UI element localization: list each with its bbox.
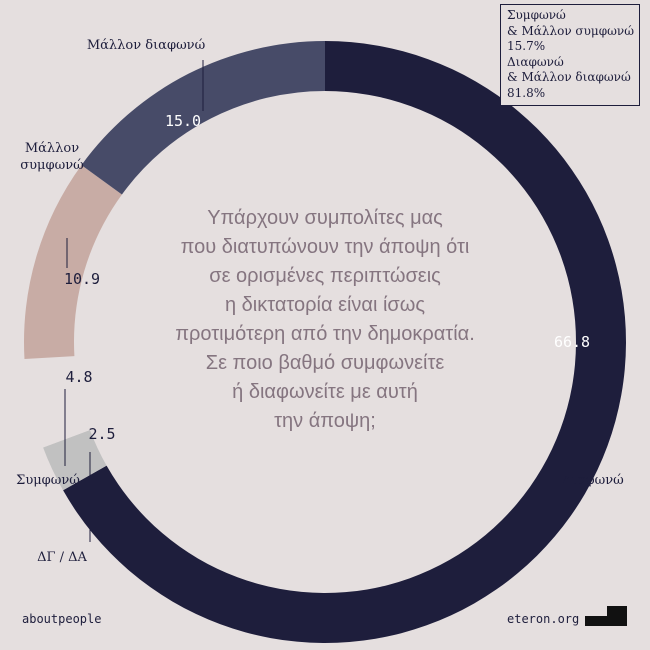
legend-value: 81.8% [507, 85, 546, 100]
question-line: προτιμότερη από την δημοκρατία. [175, 323, 475, 345]
data-label: 15.0 [164, 112, 202, 130]
data-label: 10.9 [63, 270, 101, 288]
legend-line: & Μάλλον διαφωνώ [507, 70, 631, 84]
footer-brand-left: aboutpeople [22, 612, 102, 626]
question-line: ή διαφωνείτε με αυτή [232, 381, 418, 403]
legend-line: & Μάλλον συμφωνώ [507, 23, 634, 38]
footer-brand-right: eteron.org [507, 612, 580, 626]
legend-value: 15.7% [507, 39, 546, 53]
category-label: Συμφωνώ [16, 473, 80, 488]
question-line: Υπάρχουν συμπολίτες μας [207, 207, 443, 229]
category-label: Μάλλον συμφωνώ [20, 141, 84, 173]
data-label: 2.5 [88, 425, 116, 443]
question-line: Σε ποιο βαθμό συμφωνείτε [205, 352, 445, 374]
question-line: την άποψη; [274, 410, 376, 432]
eteron-logo-icon [585, 606, 627, 628]
question-line: σε ορισμένες περιπτώσεις [209, 265, 441, 287]
legend [500, 4, 640, 106]
question-line: η δικτατορία είναι ίσως [224, 294, 426, 316]
category-label: Μάλλον διαφωνώ [86, 38, 206, 53]
legend-line: Διαφωνώ [507, 54, 564, 69]
data-label: 4.8 [65, 368, 93, 386]
category-label: ΔΓ / ΔΑ [37, 550, 87, 565]
category-label: Διαφωνώ [562, 473, 624, 488]
survey-question [105, 204, 545, 436]
data-label: 66.8 [553, 333, 591, 351]
legend-line: Συμφωνώ [507, 8, 566, 22]
question-line: που διατυπώνουν την άποψη ότι [180, 236, 470, 258]
